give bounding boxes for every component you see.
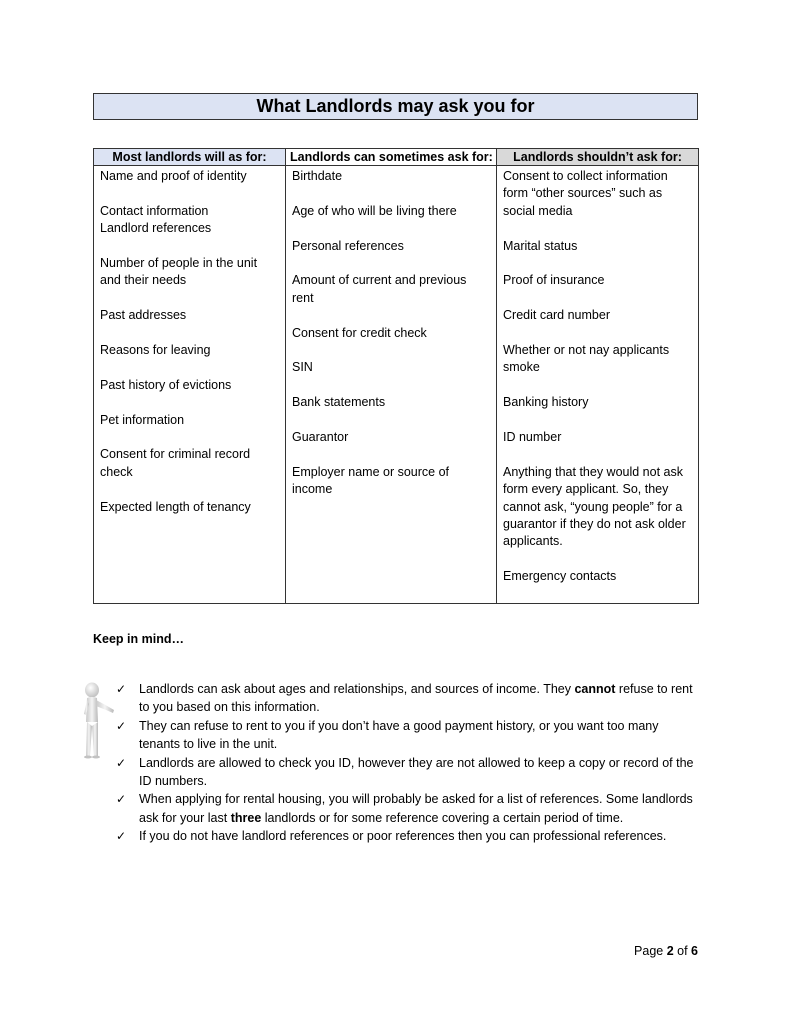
keep-in-mind-heading: Keep in mind… xyxy=(93,632,184,646)
list-item: Bank statements xyxy=(292,395,386,410)
list-item: Marital status xyxy=(503,238,578,253)
column-sometimes-cell xyxy=(286,166,497,604)
page-title: What Landlords may ask you for xyxy=(93,93,698,120)
list-item: Name and proof of identity xyxy=(100,169,247,183)
list-item: Past history of evictions xyxy=(100,377,232,392)
list-item: Proof of insurance xyxy=(503,273,605,288)
table-row xyxy=(94,166,699,604)
list-item: Anything that they would not ask form every applicant. So, they cannot ask, “young people” for a guarantor if they do not ask older applicants. xyxy=(503,464,686,549)
column-header-sometimes: Landlords can sometimes ask for: xyxy=(286,149,497,166)
list-item: Emergency contacts xyxy=(503,569,617,584)
list-item: Guarantor xyxy=(292,429,349,444)
checkmark-icon: ✓ xyxy=(116,682,127,696)
page-number: Page 2 of 6 xyxy=(634,944,698,958)
list-item: ✓ If you do not have landlord references or poor references then you can professional references. xyxy=(116,827,701,845)
list-item: Pet information xyxy=(100,412,185,427)
column-header-shouldnt: Landlords shouldn’t ask for: xyxy=(497,149,699,166)
column-most-cell xyxy=(94,166,286,604)
list-item: Contact information xyxy=(100,203,209,218)
person-pointing-figure xyxy=(78,682,118,762)
list-item: Birthdate xyxy=(292,169,343,183)
list-item: Consent for criminal record check xyxy=(100,447,251,479)
list-item: Reasons for leaving xyxy=(100,343,211,357)
checkmark-icon: ✓ xyxy=(116,718,127,733)
list-item: ✓ Landlords can ask about ages and relationships, and sources of income. They cannot refuse to rent to you based on this information. xyxy=(116,682,693,715)
list-item: SIN xyxy=(292,360,313,375)
table-header-row xyxy=(94,149,699,166)
checkmark-icon: ✓ xyxy=(116,829,127,844)
list-item: Landlord references xyxy=(100,221,212,236)
list-item: Credit card number xyxy=(503,308,610,323)
list-item: Expected length of tenancy xyxy=(100,499,251,514)
list-item: ✓ They can refuse to rent to you if you don’t have a good payment history, or you want too many tenants to live in the unit. xyxy=(116,718,659,752)
list-item: ID number xyxy=(503,430,562,444)
list-item: Number of people in the unit and their needs xyxy=(100,256,258,288)
list-item: Banking history xyxy=(503,395,589,410)
list-item: Personal references xyxy=(292,238,404,253)
list-item: Consent for credit check xyxy=(292,325,427,340)
list-item: Consent to collect information form “other sources” such as social media xyxy=(503,169,668,218)
list-item: Past addresses xyxy=(100,308,187,323)
list-item: Whether or not nay applicants smoke xyxy=(503,343,670,375)
column-shouldnt-cell xyxy=(497,166,699,604)
list-item: ✓ Landlords are allowed to check you ID, however they are not allowed to keep a copy or record of the ID numbers. xyxy=(116,755,694,789)
column-header-most: Most landlords will as for: xyxy=(94,149,286,166)
list-item: Amount of current and previous rent xyxy=(292,273,467,305)
list-item: Employer name or source of income xyxy=(292,464,450,497)
list-item: ✓ When applying for rental housing, you will probably be asked for a list of references. Some landlords ask for your last three landlords or for some reference covering a certain period of time. xyxy=(116,792,693,825)
checkmark-icon: ✓ xyxy=(116,755,127,770)
checkmark-icon: ✓ xyxy=(116,792,127,807)
keep-in-mind-list xyxy=(116,680,701,846)
landlord-request-table xyxy=(93,148,699,604)
list-item: Age of who will be living there xyxy=(292,203,457,218)
